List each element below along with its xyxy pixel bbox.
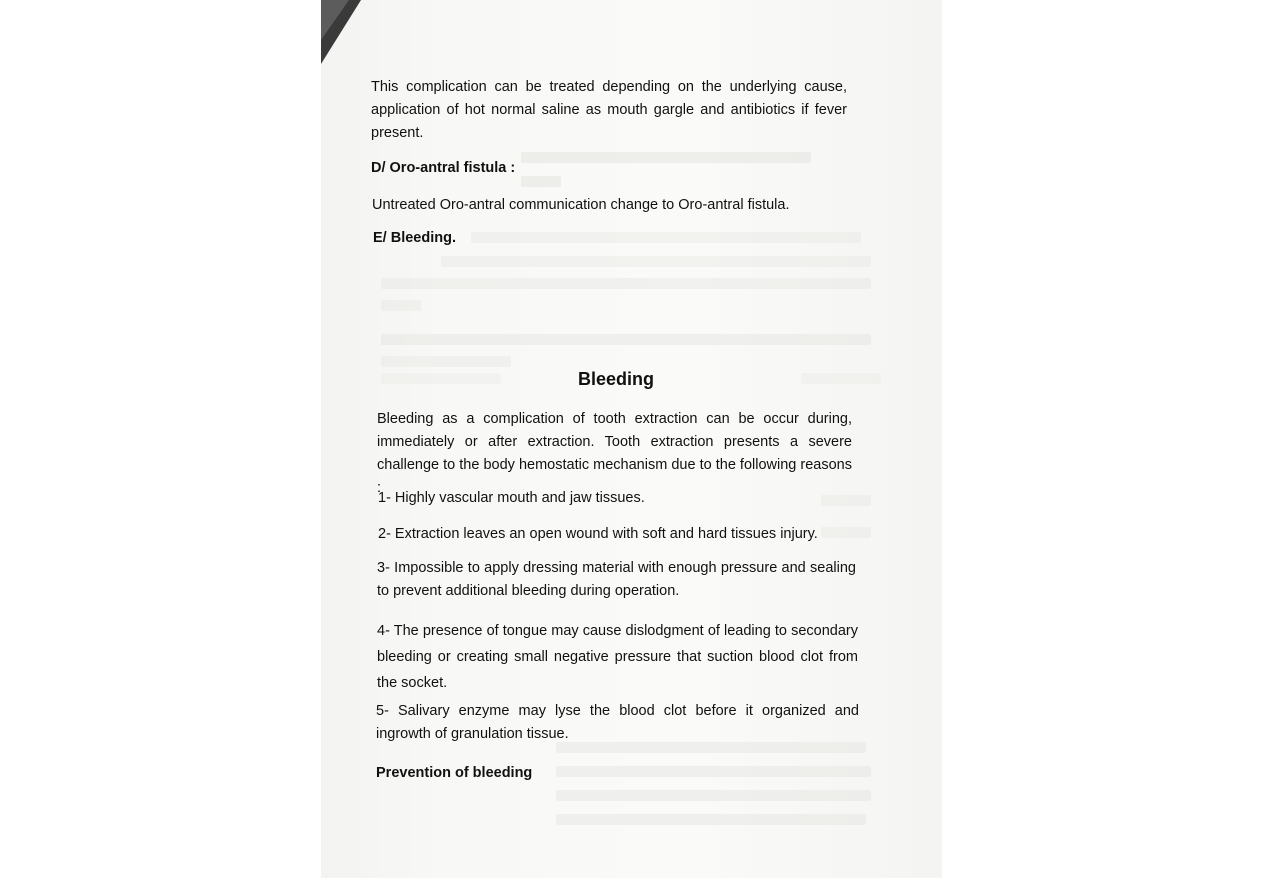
- bleeding-intro-paragraph: Bleeding as a complication of tooth extraction can be occur during, immediately or after extraction. Tooth extraction presents a severe challenge to the body hemostatic mechanism due to the following reasons :: [377, 411, 852, 496]
- document-content: [321, 0, 942, 878]
- heading-oro-antral-fistula: D/ Oro-antral fistula :: [371, 160, 516, 176]
- reason-item-4: 4- The presence of tongue may cause dislodgment of leading to secondary bleeding or creating small negative pressure that suction blood clot from the socket.: [377, 623, 858, 691]
- reason-item-2: 2- Extraction leaves an open wound with soft and hard tissues injury.: [378, 526, 818, 542]
- heading-bleeding-e: E/ Bleeding.: [373, 230, 456, 246]
- reason-item-3: 3- Impossible to apply dressing material with enough pressure and sealing to prevent additional bleeding during operation.: [377, 560, 856, 599]
- section-d-body-paragraph: Untreated Oro-antral communication change to Oro-antral fistula.: [372, 197, 790, 213]
- section-d-intro-paragraph: This complication can be treated depending on the underlying cause, application of hot normal saline as mouth gargle and antibiotics if fever present.: [371, 79, 847, 141]
- bleeding-title: Bleeding: [577, 369, 654, 389]
- reason-item-1: 1- Highly vascular mouth and jaw tissues.: [378, 490, 645, 506]
- document-page: [321, 0, 942, 878]
- reason-item-5: 5- Salivary enzyme may lyse the blood clot before it organized and ingrowth of granulation tissue.: [376, 703, 859, 742]
- heading-prevention-of-bleeding: Prevention of bleeding: [376, 765, 533, 781]
